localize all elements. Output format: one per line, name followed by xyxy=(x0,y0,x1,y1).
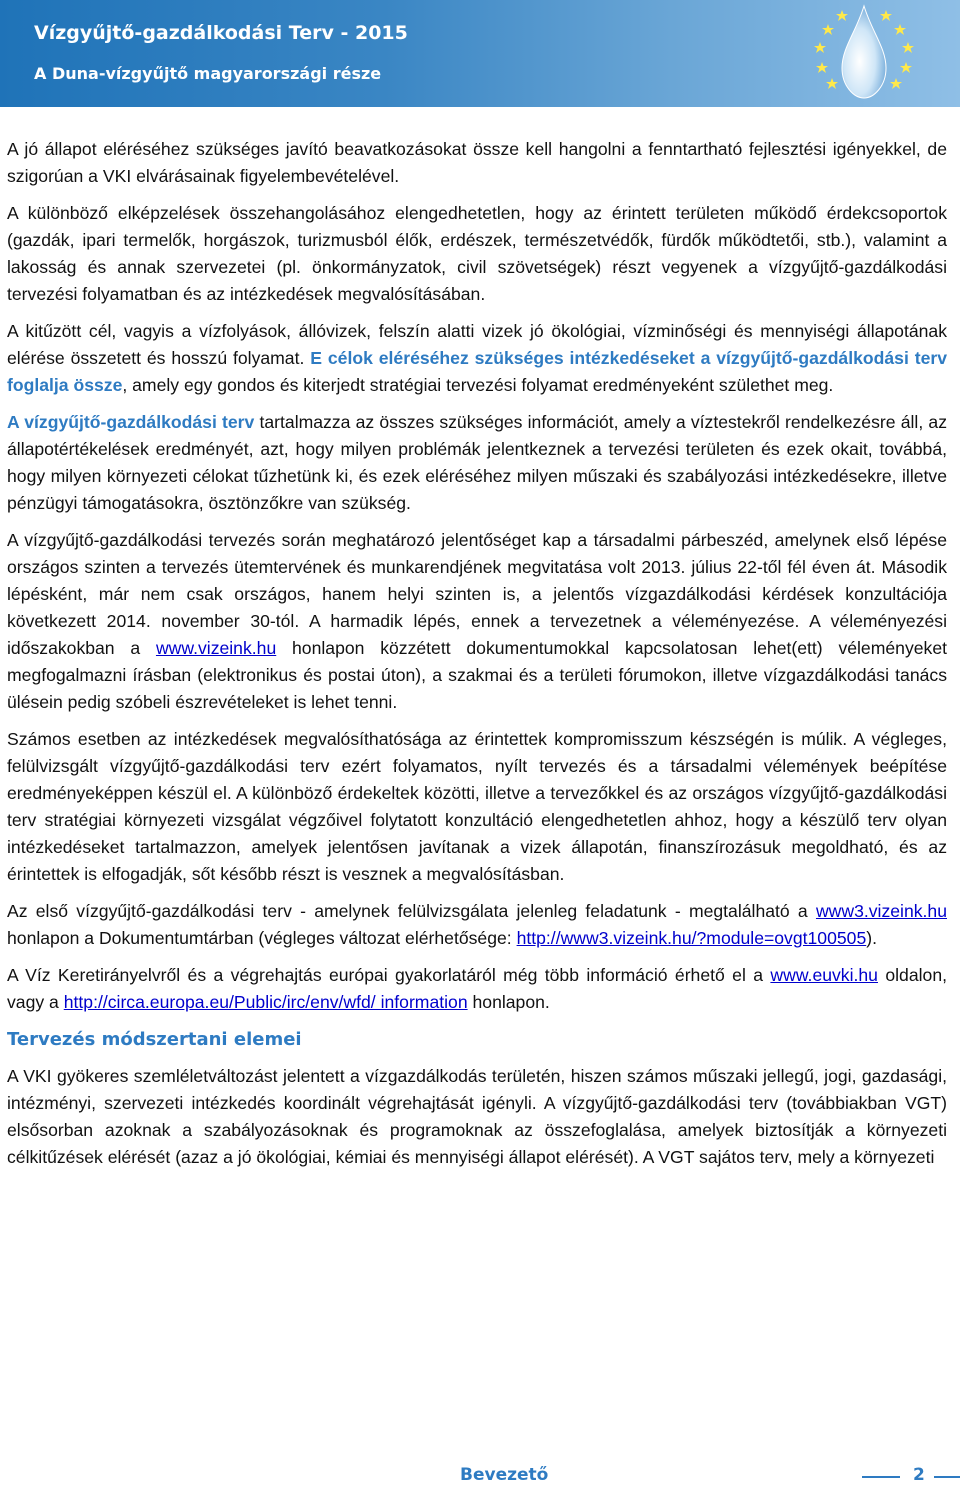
footer-rule-left xyxy=(862,1476,900,1478)
page-number: 2 xyxy=(913,1465,925,1485)
text-run: ). xyxy=(866,928,877,948)
header-title: Vízgyűjtő-gazdálkodási Terv - 2015 xyxy=(34,22,408,44)
link-ovgt-document[interactable]: http://www3.vizeink.hu/?module=ovgt100505 xyxy=(516,928,867,948)
link-vizeink[interactable]: www.vizeink.hu xyxy=(155,638,277,658)
highlighted-text: E célok eléréséhez szükséges intézkedéseket a vízgyűjtő-gazdálkodási terv foglalja össze xyxy=(7,348,948,395)
link-euvki[interactable]: www.euvki.hu xyxy=(770,965,878,985)
text-run: A kitűzött cél, vagyis a vízfolyások, állóvizek, felszín alatti vizek jó ökológiai, vízminőségi és mennyiségi állapotának elérése összetett és hosszú folyamat. xyxy=(7,321,947,368)
text-run: A Víz Keretirányelvről és a végrehajtás európai gyakorlatáról még több információ érhető el a xyxy=(7,965,771,985)
paragraph: A különböző elképzelések összehangolásához elengedhetetlen, hogy az érintett területen működő érdekcsoportok (gazdák, ipari termelők, horgászok, turizmusból élők, erdészek, természetvédők, fürdők működtetői, stb.), valamint a lakosság és annak szervezetei (pl. önkormányzatok, civil szövetségek) részt vegyenek a vízgyűjtő-gazdálkodási tervezési folyamatban és az intézkedések megvalósításában. xyxy=(7,203,947,304)
text-run: oldalon, vagy a xyxy=(7,965,947,1012)
text-run: honlapon. xyxy=(467,992,550,1012)
paragraph xyxy=(7,898,947,952)
text-run: tartalmazza az összes szükséges információt, amely a víztestekről rendelkezésre áll, az állapotértékelések eredményét, azt, hogy milyen problémák jelentkeznek a tervezési területen és ezek okait, továbbá, hogy milyen környezeti célokat tűzhetünk ki, és ezek eléréséhez milyen műszaki és szabályozási intézkedésekre, illetve pénzügyi támogatásokra, ösztönzőkre van szükség. xyxy=(7,412,947,513)
water-drop-eu-logo xyxy=(808,2,920,102)
text-run: honlapon a Dokumentumtárban (végleges változat elérhetősége: xyxy=(7,928,517,948)
paragraph xyxy=(7,962,947,1016)
section-heading: Tervezés módszertani elemei xyxy=(7,1029,302,1050)
page-footer xyxy=(0,1440,960,1485)
paragraph xyxy=(7,527,947,716)
paragraph xyxy=(7,318,947,399)
paragraph xyxy=(7,409,947,517)
text-run: , amely egy gondos és kiterjedt stratégiai tervezési folyamat eredményeként születhet meg. xyxy=(122,375,834,395)
document-body xyxy=(7,136,947,1181)
paragraph: A jó állapot eléréséhez szükséges javító beavatkozásokat össze kell hangolni a fenntartható fejlesztési igényekkel, de szigorúan a VKI elvárásainak figyelembevételével. xyxy=(7,139,947,186)
highlighted-text: A vízgyűjtő-gazdálkodási terv xyxy=(7,412,255,432)
paragraph: A VKI gyökeres szemléletváltozást jelentett a vízgazdálkodás területén, hiszen számos műszaki jellegű, jogi, gazdasági, intézményi, szervezeti intézkedés koordinált végrehajtását igényli. A vízgyűjtő-gazdálkodási terv (továbbiakban VGT) elsősorban azoknak a szabályozásoknak és programoknak az összefoglalása, amelyek biztosítják a környezeti célkitűzések elérését (azaz a jó ökológiai, kémiai és mennyiségi állapot elérését). A VGT sajátos terv, mely a környezeti xyxy=(7,1066,947,1167)
page-header xyxy=(0,0,960,107)
paragraph: Számos esetben az intézkedések megvalósíthatósága az érintettek kompromisszum készségén is múlik. A végleges, felülvizsgált vízgyűjtő-gazdálkodási terv ezért folyamatos, nyílt tervezés és a társadalmi vélemények beépítése eredményeképpen készül el. A különböző érdekeltek közötti, illetve a tervezőkkel és az országos vízgyűjtő-gazdálkodási terv stratégiai környezeti vizsgálat végzőivel folytatott konzultáció elengedhetetlen ahhoz, hogy a készülő terv olyan intézkedéseket tartalmazzon, amelyek jelentősen javítanak a vizek állapotán, finanszírozásuk megoldható, és az érintettek is elfogadják, sőt később részt is vesznek a megvalósításban. xyxy=(7,729,947,884)
header-subtitle: A Duna-vízgyűjtő magyarországi része xyxy=(34,64,382,83)
link-www3-vizeink[interactable]: www3.vizeink.hu xyxy=(815,901,947,921)
text-run: Az első vízgyűjtő-gazdálkodási terv - amelynek felülvizsgálata jelenleg feladatunk - megtalálható a xyxy=(7,901,816,921)
footer-section-label: Bevezető xyxy=(460,1465,549,1485)
text-run: honlapon közzétett dokumentumokkal kapcsolatosan lehet(ett) véleményeket megfogalmazni írásban (elektronikus és postai úton), a szakmai és a területi fórumokon, illetve vízgazdálkodási tanács ülésein pedig szóbeli észrevételeket is lehet tenni. xyxy=(7,638,947,712)
text-run: A vízgyűjtő-gazdálkodási tervezés során meghatározó jelentőséget kap a társadalmi párbeszéd, amelynek első lépése országos szinten a tervezés ütemtervének és munkarendjének megvitatása volt 2013. július 22-től fél éven át. Második lépésként, már nem csak országos, hanem helyi szinten is, a jelentős vízgazdálkodási kérdések konzultációja következett 2014. november 30-tól. A harmadik lépés, ennek a tervezetnek a véleményezése. A véleményezési időszakokban a xyxy=(7,530,947,658)
link-circa-europa[interactable]: http://circa.europa.eu/Public/irc/env/wfd/ information xyxy=(63,992,468,1012)
footer-rule-right xyxy=(934,1476,960,1478)
